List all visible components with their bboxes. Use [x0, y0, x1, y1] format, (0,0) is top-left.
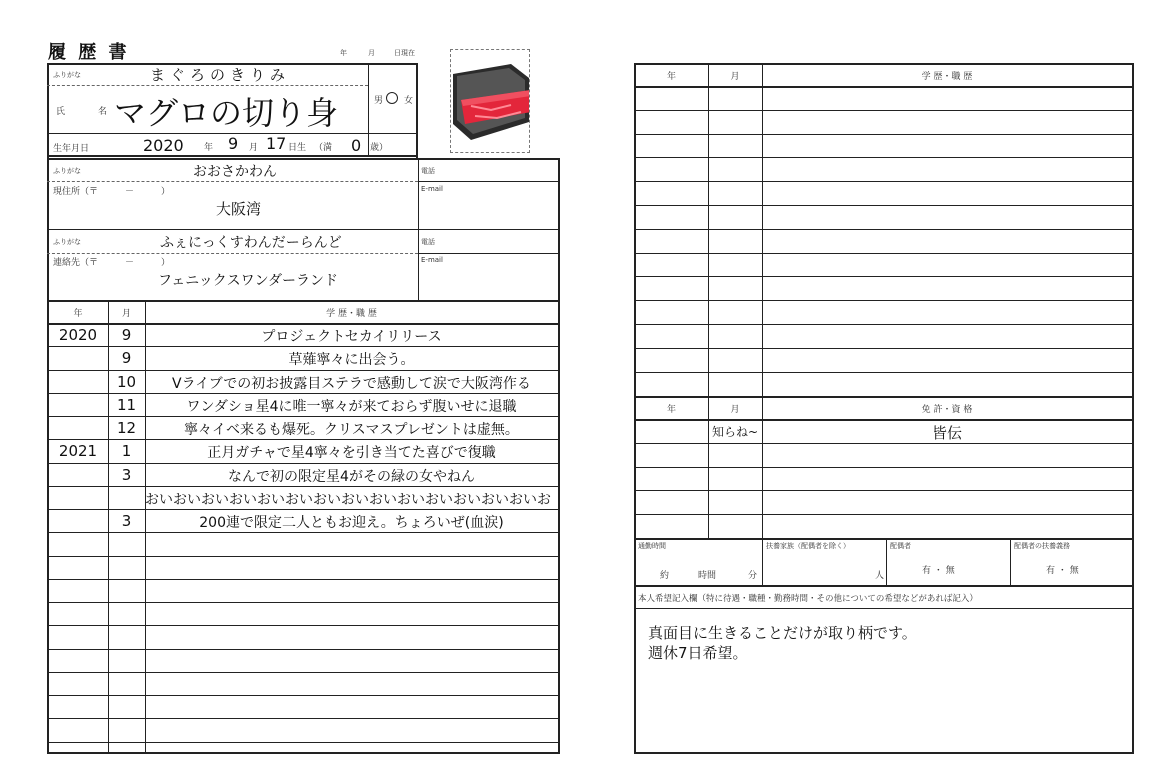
right-row-divider	[634, 134, 1132, 135]
name-label: 氏 名	[56, 107, 120, 117]
license-header-content: 免 許・資 格	[921, 405, 973, 415]
right-row-divider	[634, 205, 1132, 206]
history-row-text: 草薙寧々に出会う。	[288, 352, 415, 369]
license-header-year: 年	[666, 405, 676, 415]
address-email-label: E-mail	[421, 185, 443, 193]
address-value: 大阪湾	[216, 200, 262, 218]
history-header-content: 学 歴・職 歴	[326, 309, 377, 319]
history-header-year: 年	[73, 309, 83, 319]
license-header-month: 月	[730, 405, 740, 415]
row-divider	[47, 556, 558, 557]
history-row-text: Vライブでの初お披露目ステラで感動して涙で大阪湾作る	[172, 375, 531, 392]
right-row-divider	[634, 229, 1132, 230]
birth-year: 2020	[143, 136, 184, 155]
name-furigana: まぐろのきりみ	[150, 66, 291, 84]
request-label: 本人希望記入欄（特に待遇・職種・勤務時間・その他についての希望などがあれば記入）	[638, 594, 978, 604]
contact-phone-label: 電話	[421, 238, 435, 246]
license-row-divider	[634, 467, 1132, 468]
license-row-text: 皆伝	[931, 424, 962, 442]
history-row-text: なんで初の限定星4がその緑の女やねん	[228, 468, 475, 485]
right-history-header-month: 月	[730, 72, 740, 82]
birth-sai: 歳）	[370, 143, 389, 153]
commute-label: 通勤時間	[638, 542, 666, 550]
applicant-name: マグロの切り身	[114, 94, 339, 132]
gender-female-label: 女	[404, 96, 414, 106]
gender-male-label: 男	[374, 96, 384, 106]
right-row-divider	[634, 276, 1132, 277]
right-row-divider	[634, 348, 1132, 349]
license-row-divider	[634, 490, 1132, 491]
row-divider	[47, 532, 558, 533]
history-row-text: 正月ガチャで星4寧々を引き当てた喜びで復職	[207, 445, 496, 462]
row-divider	[47, 486, 558, 487]
spouse-support-label: 配偶者の扶養義務	[1014, 542, 1070, 550]
row-divider	[47, 416, 558, 417]
date-year-label: 年	[340, 49, 347, 57]
right-history-header-content: 学 歴・職 歴	[921, 72, 973, 82]
history-row-text: ワンダショ星4に唯一寧々が来ておらず腹いせに退職	[186, 398, 517, 415]
history-header-month: 月	[121, 309, 131, 319]
spouse-value: 有 ・ 無	[922, 566, 955, 576]
birth-day: 17	[266, 134, 287, 153]
birth-label: 生年月日	[53, 144, 90, 154]
history-row-month: 9	[121, 349, 132, 368]
history-row-month: 10	[116, 372, 137, 391]
history-row-text: 200連で限定二人ともお迎え。ちょろいぜ(血涙)	[199, 515, 504, 531]
row-divider	[47, 742, 558, 743]
address-label: 現住所（〒 － ）	[53, 187, 171, 197]
row-divider	[47, 579, 558, 580]
history-row-month: 1	[121, 442, 132, 461]
birth-month: 9	[228, 134, 239, 153]
right-row-divider	[634, 110, 1132, 111]
row-divider	[47, 695, 558, 696]
dependents-label: 扶養家族（配偶者を除く）	[766, 542, 850, 550]
right-row-divider	[634, 300, 1132, 301]
spouse-label: 配偶者	[890, 542, 911, 550]
row-divider	[47, 718, 558, 719]
row-divider	[47, 346, 558, 347]
history-row-text: おいおいおいおいおいおいおいおいおいおいおいおいおいおいお	[145, 491, 551, 508]
contact-value: フェニックスワンダーランド	[158, 273, 339, 289]
photo-frame	[450, 49, 530, 153]
birth-age: 0	[351, 136, 362, 155]
resume-title: 履 歴 書	[48, 42, 130, 63]
history-row-month: 3	[121, 465, 132, 484]
row-divider	[47, 370, 558, 371]
birth-sei: 日生	[288, 143, 307, 153]
name-furigana-label: ふりがな	[53, 71, 81, 79]
contact-furigana: ふぇにっくすわんだーらんど	[160, 235, 342, 251]
date-current-label: 日現在	[394, 49, 415, 57]
row-divider	[47, 672, 558, 673]
row-divider	[47, 602, 558, 603]
commute-about: 約	[660, 571, 670, 581]
history-row-year: 2021	[58, 442, 98, 461]
right-row-divider	[634, 372, 1132, 373]
gender-male-circle	[386, 92, 398, 104]
contact-furigana-label: ふりがな	[53, 238, 81, 246]
right-row-divider	[634, 157, 1132, 158]
history-row-text: プロジェクトセカイリリース	[261, 329, 442, 345]
spouse-support-value: 有 ・ 無	[1046, 566, 1079, 576]
history-row-month: 11	[116, 395, 137, 414]
date-month-label: 月	[368, 49, 375, 57]
request-line-1: 真面目に生きることだけが取り柄です。	[648, 624, 917, 642]
right-row-divider	[634, 253, 1132, 254]
address-furigana: おおさかわん	[193, 164, 277, 180]
license-row-month: 知らね~	[711, 425, 759, 439]
right-history-header-year: 年	[666, 72, 676, 82]
commute-minutes: 分	[748, 571, 758, 581]
address-phone-label: 電話	[421, 167, 435, 175]
address-furigana-label: ふりがな	[53, 167, 81, 175]
birth-nen: 年	[204, 143, 214, 153]
right-row-divider	[634, 181, 1132, 182]
row-divider	[47, 509, 558, 510]
tuna-sashimi-image	[451, 50, 530, 153]
row-divider	[47, 393, 558, 394]
contact-label: 連絡先（〒 － ）	[53, 258, 171, 268]
dependents-unit: 人	[875, 571, 885, 581]
contact-email-label: E-mail	[421, 256, 443, 264]
history-row-month: 9	[121, 326, 132, 344]
right-row-divider	[634, 324, 1132, 325]
history-row-year: 2020	[58, 326, 98, 344]
history-row-text: 寧々イベ来るも爆死。クリスマスプレゼントは虚無。	[184, 422, 519, 438]
history-row-month: 3	[121, 512, 132, 530]
license-row-divider	[634, 514, 1132, 515]
row-divider	[47, 625, 558, 626]
request-line-2: 週休7日希望。	[648, 644, 748, 662]
history-row-month: 12	[116, 419, 137, 437]
birth-tsuki: 月	[249, 143, 259, 153]
row-divider	[47, 649, 558, 650]
row-divider	[47, 439, 558, 440]
birth-man: （満	[314, 143, 333, 153]
commute-hours: 時間	[698, 571, 717, 581]
row-divider	[47, 463, 558, 464]
